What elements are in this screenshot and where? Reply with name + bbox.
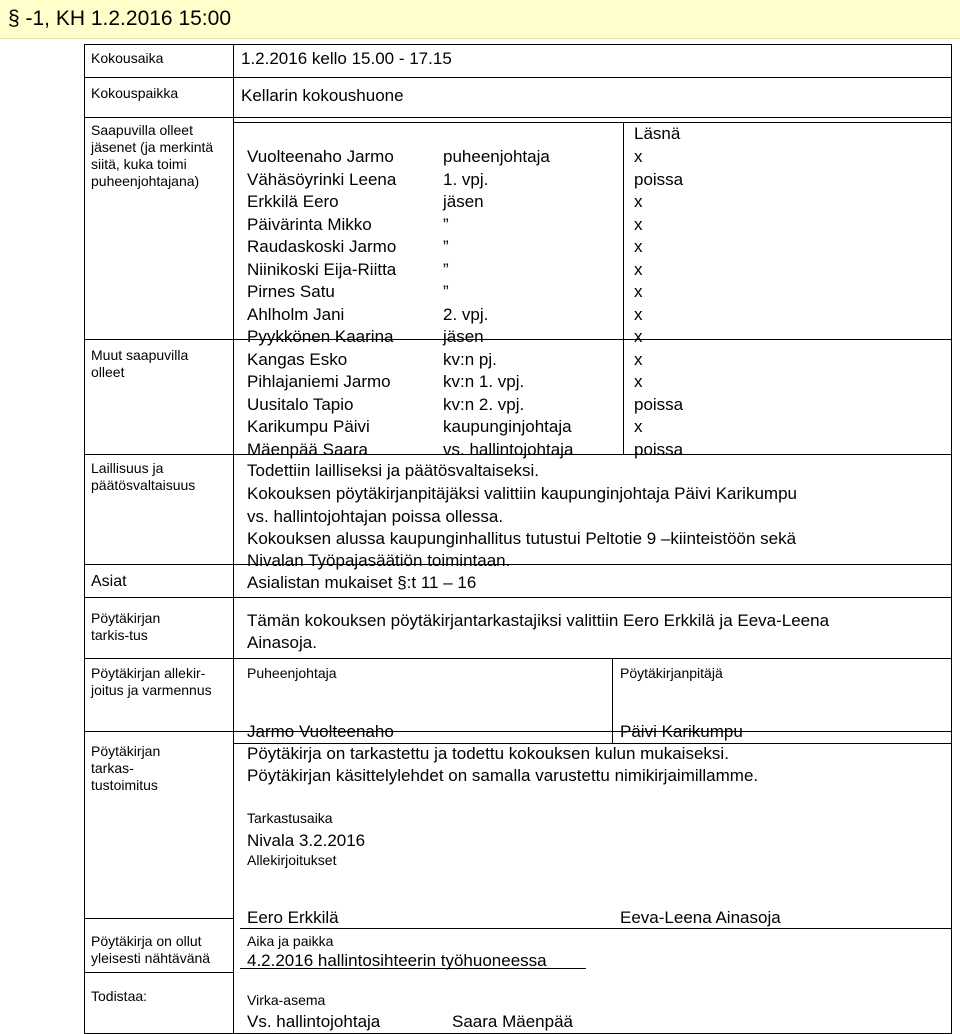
member-status: x [634, 282, 643, 301]
section-title: § -1, KH 1.2.2016 15:00 [8, 7, 231, 30]
label-kokousaika: Kokousaika [91, 50, 164, 66]
table-right-border [951, 44, 952, 1034]
row-divider [84, 658, 952, 659]
label-saapuvilla: Saapuvilla olleet jäsenet (ja merkintä siitä, kuka toimi puheenjohtajana) [91, 122, 214, 189]
row-divider [84, 731, 952, 732]
signature-line [240, 928, 952, 929]
chair-label: Puheenjohtaja [247, 665, 337, 681]
legality-text: Todettiin lailliseksi ja päätösvaltaiseksi. [247, 461, 539, 480]
label-tarkastus: Pöytäkirjan tarkas-tustoimitus [91, 743, 161, 793]
legality-text: Kokouksen alussa kaupunginhallitus tutustui Peltotie 9 –kiinteistöön sekä [247, 529, 797, 548]
row-divider [84, 77, 952, 78]
row-divider [84, 597, 952, 598]
other-name: Mäenpää Saara [247, 439, 368, 459]
legality-text: Kokouksen pöytäkirjanpitäjäksi valittiin kaupunginjohtaja Päivi Karikumpu [247, 484, 797, 503]
signature-name: Eero Erkkilä [247, 908, 339, 927]
other-status: poissa [634, 394, 684, 414]
other-status: x [634, 372, 643, 391]
signature-divider [612, 658, 613, 744]
label-tarkistus: Pöytäkirjan tarkis-tus [91, 610, 161, 643]
member-name: Niinikoski Eija-Riitta [247, 259, 397, 279]
member-statuses [634, 146, 683, 461]
other-role: kv:n 1. vpj. [443, 372, 525, 391]
member-status: x [634, 259, 643, 279]
member-role: jäsen [443, 327, 484, 346]
review-time-value: Nivala 3.2.2016 [247, 831, 366, 850]
role-name: Saara Mäenpää [452, 1012, 573, 1031]
review-time-label: Tarkastusaika [247, 810, 333, 826]
legality-text: vs. hallintojohtajan poissa ollessa. [247, 507, 504, 526]
secretary-label: Pöytäkirjanpitäjä [620, 665, 723, 681]
other-name: Karikumpu Päivi [247, 417, 370, 436]
member-status: x [634, 147, 643, 166]
label-kokouspaikka: Kokouspaikka [91, 85, 179, 101]
member-name: Vähäsöyrinki Leena [247, 169, 397, 189]
present-header: Läsnä [634, 124, 681, 143]
other-name: Kangas Esko [247, 349, 348, 369]
label-todistaa: Todistaa: [91, 988, 148, 1004]
row-divider [84, 117, 952, 118]
member-status: poissa [634, 169, 684, 189]
signature-name: Eeva-Leena Ainasoja [620, 908, 781, 927]
member-name: Pirnes Satu [247, 282, 335, 301]
role-label: Virka-asema [247, 992, 326, 1008]
member-role: puheenjohtaja [443, 147, 550, 166]
review-text: Pöytäkirja on tarkastettu ja todettu kokouksen kulun mukaiseksi. [247, 744, 729, 763]
chair-name: Jarmo Vuolteenaho [247, 722, 394, 741]
table-left-border [84, 44, 85, 1034]
member-status: x [634, 192, 643, 211]
other-name: Uusitalo Tapio [247, 394, 354, 414]
member-role: 2. vpj. [443, 304, 489, 324]
review-text: Pöytäkirjan käsittelylehdet on samalla varustettu nimikirjaimillamme. [247, 766, 759, 785]
attendance-header-line [233, 122, 952, 123]
label-allekirjoitus: Pöytäkirjan allekir-joitus ja varmennus [91, 665, 212, 698]
table-col-divider [233, 44, 234, 1034]
other-role: vs. hallintojohtaja [443, 439, 574, 459]
member-name: Raudaskoski Jarmo [247, 237, 397, 256]
display-place-label: Aika ja paikka [247, 933, 334, 949]
row-divider [84, 918, 234, 919]
other-status: x [634, 349, 643, 369]
other-status: x [634, 417, 643, 436]
section-header-banner [0, 0, 960, 39]
meeting-time: 1.2.2016 kello 15.00 - 17.15 [241, 49, 452, 68]
member-name: Vuolteenaho Jarmo [247, 147, 394, 166]
display-place-value: 4.2.2016 hallintosihteerin työhuoneessa [247, 951, 547, 970]
member-roles [443, 146, 573, 461]
signatures-label: Allekirjoitukset [247, 852, 337, 868]
role-value: Vs. hallintojohtaja [247, 1012, 381, 1031]
row-divider [84, 44, 952, 45]
label-asiat: Asiat [91, 573, 127, 590]
member-role: ” [443, 237, 449, 256]
member-role: ” [443, 214, 449, 234]
agenda-items: Asialistan mukaiset §:t 11 – 16 [247, 573, 477, 592]
member-names [247, 146, 396, 461]
inspectors-text: Tämän kokouksen pöytäkirjantarkastajiksi valittiin Eero Erkkilä ja Eeva-Leena Ainasoja. [247, 611, 830, 652]
member-role: 1. vpj. [443, 169, 489, 189]
legality-text: Nivalan Työpajasäätiön toimintaan. [247, 551, 511, 570]
label-laillisuus: Laillisuus ja päätösvaltaisuus [91, 460, 196, 493]
other-role: kv:n pj. [443, 349, 497, 369]
row-divider [84, 564, 952, 565]
attendance-status-col-divider [623, 122, 624, 455]
other-status: poissa [634, 439, 684, 459]
member-status: x [634, 214, 643, 234]
member-role: jäsen [443, 192, 484, 211]
secretary-name: Päivi Karikumpu [620, 722, 743, 741]
other-role: kv:n 2. vpj. [443, 394, 525, 414]
meeting-place: Kellarin kokoushuone [241, 86, 404, 105]
other-role: kaupunginjohtaja [443, 417, 572, 436]
member-name: Ahlholm Jani [247, 304, 345, 324]
other-name: Pihlajaniemi Jarmo [247, 372, 391, 391]
label-muut: Muut saapuvilla olleet [91, 347, 189, 380]
member-role: ” [443, 259, 449, 279]
member-status: x [634, 237, 643, 256]
member-name: Pyykkönen Kaarina [247, 327, 394, 346]
member-name: Erkkilä Eero [247, 192, 339, 211]
member-status: x [634, 304, 643, 324]
member-role: ” [443, 282, 449, 301]
member-name: Päivärinta Mikko [247, 214, 372, 234]
member-status: x [634, 327, 643, 346]
row-divider [84, 972, 234, 973]
label-nahtavana: Pöytäkirja on ollut yleisesti nähtävänä [91, 933, 211, 966]
